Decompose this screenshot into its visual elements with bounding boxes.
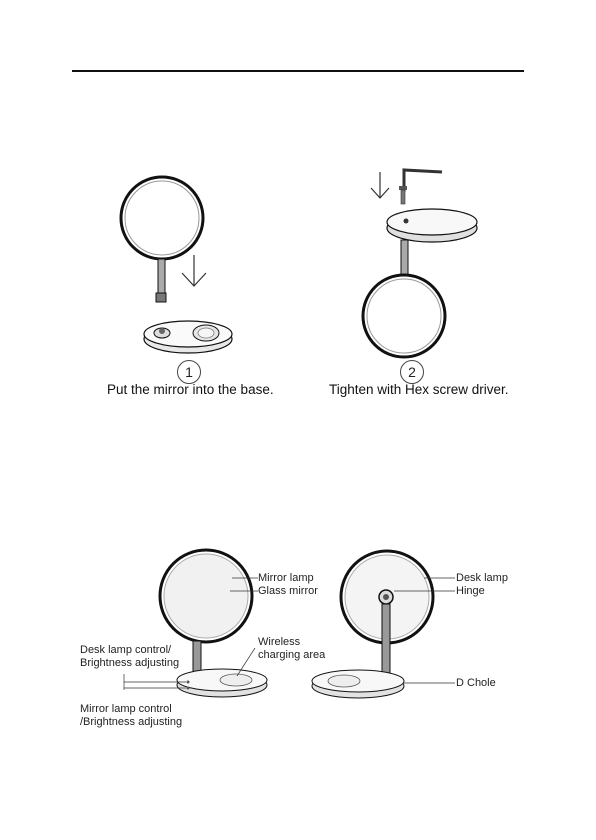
label-wireless-line2: charging area	[258, 649, 326, 661]
label-wireless-line1: Wireless	[258, 636, 301, 648]
label-desk-lamp: Desk lamp	[456, 572, 508, 584]
label-mirror-lamp: Mirror lamp	[258, 572, 314, 584]
label-desk-control-line1: Desk lamp control/	[80, 644, 172, 656]
label-mirror-control-line1: Mirror lamp control	[80, 703, 172, 715]
step1-number: 1	[177, 360, 201, 384]
label-desk-control-line2: Brightness adjusting	[80, 657, 180, 669]
step2-caption: Tighten with Hex screw driver.	[329, 382, 509, 397]
step2-number: 2	[400, 360, 424, 384]
label-d-hole: D Chole	[456, 677, 496, 689]
step1-caption: Put the mirror into the base.	[107, 382, 274, 397]
label-mirror-control-line2: /Brightness adjusting	[80, 716, 183, 728]
label-glass-mirror: Glass mirror	[258, 585, 318, 597]
label-hinge: Hinge	[456, 585, 485, 597]
